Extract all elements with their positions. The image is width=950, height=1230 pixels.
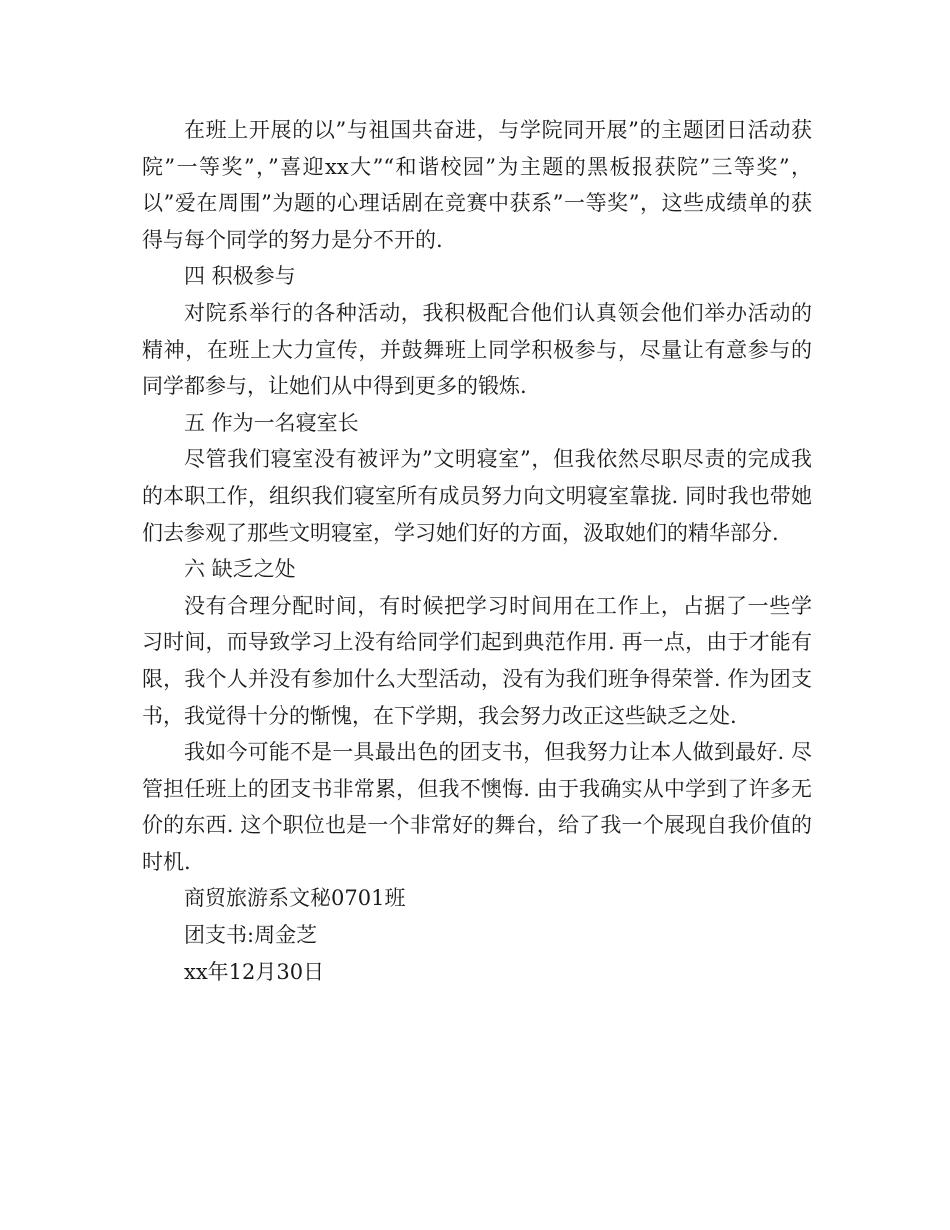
paragraph-dorm-leader: 尽管我们寝室没有被评为”文明寝室”，但我依然尽职尽责的完成我的本职工作，组织我们寝室所有成员努力向文明寝室靠拢. 同时我也带她们去参观了那些文明寝室，学习她们好的方面，汲取她们的精华部分. [142,447,812,545]
section-heading-dorm-leader: 五 作为一名寝室长 [184,410,359,435]
signature-class: 商贸旅游系文秘0701班 [184,886,406,911]
signature-author: 团支书:周金芝 [184,923,318,948]
document-page [142,112,812,990]
section-heading-participation: 四 积极参与 [184,264,296,289]
paragraph-participation: 对院系举行的各种活动，我积极配合他们认真领会他们举办活动的精神，在班上大力宣传，并鼓舞班上同学积极参与，尽量让有意参与的同学都参与，让她们从中得到更多的锻炼. [142,300,812,399]
signature-date: xx年12月30日 [184,959,325,984]
section-heading-shortcomings: 六 缺乏之处 [184,557,296,582]
paragraph-shortcomings: 没有合理分配时间，有时候把学习时间用在工作上，占据了一些学习时间，而导致学习上没有给同学们起到典范作用. 再一点，由于才能有限，我个人并没有参加什么大型活动，没有为我们班争得荣誉. 作为团支书，我觉得十分的惭愧，在下学期，我会努力改正这些缺乏之处. [142,593,812,728]
paragraph-conclusion: 我如今可能不是一具最出色的团支书，但我努力让本人做到最好. 尽管担任班上的团支书非常累，但我不懊悔. 由于我确实从中学到了许多无价的东西. 这个职位也是一个非常好的舞台，给了我一个展现自我价值的时机. [142,740,812,874]
paragraph-activities: 在班上开展的以”与祖国共奋进，与学院同开展”的主题团日活动获院”一等奖”，”喜迎xx大”“和谐校园”为主题的黑板报获院”三等奖”，以”爱在周围”为题的心理话剧在竞赛中获系”一等奖”，这些成绩单的获得与每个同学的努力是分不开的. [142,118,812,252]
